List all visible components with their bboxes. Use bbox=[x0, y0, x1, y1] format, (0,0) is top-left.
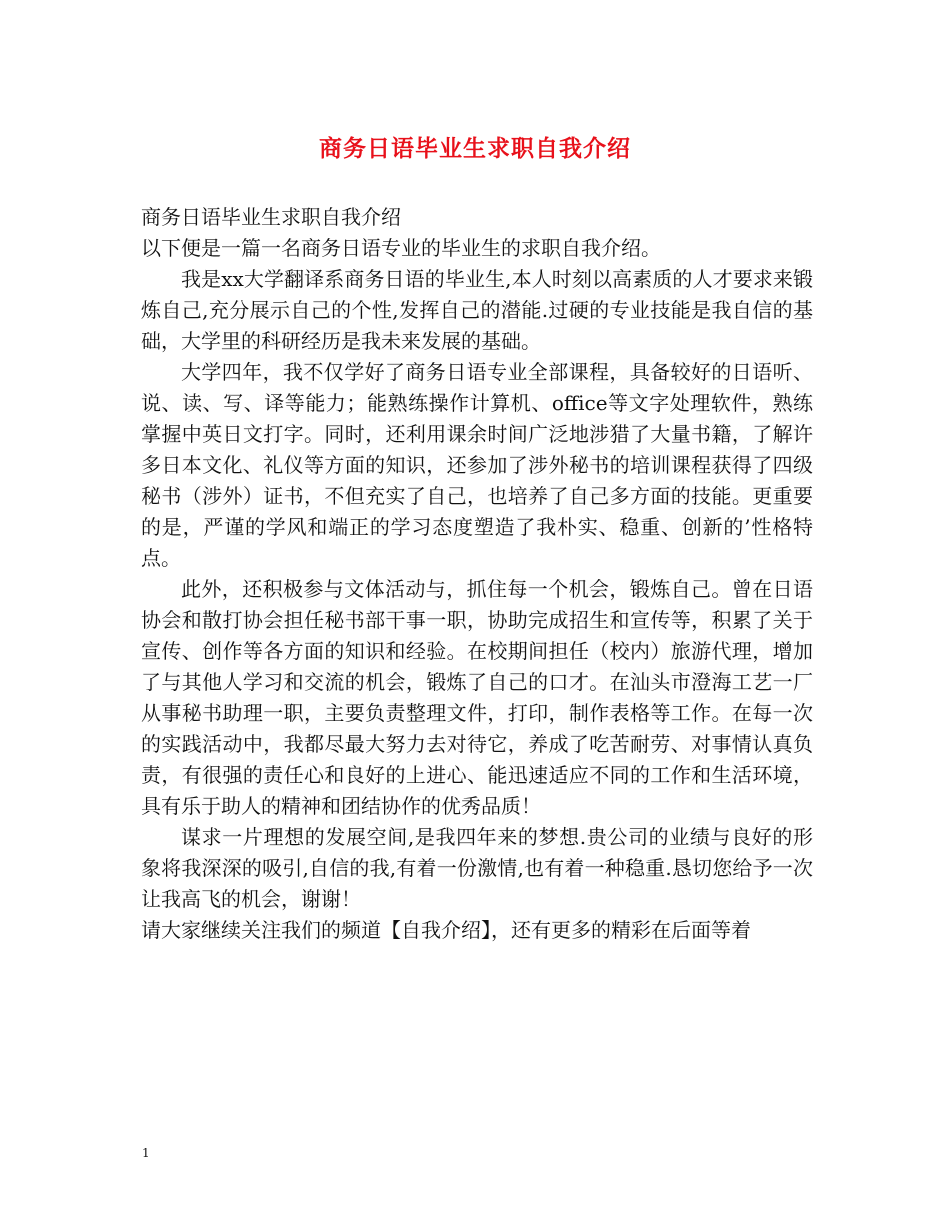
intro-line: 以下便是一篇一名商务日语专业的毕业生的求职自我介绍。 bbox=[141, 236, 661, 260]
page-number: 1 bbox=[142, 1146, 150, 1160]
paragraph-aspiration: 谋求一片理想的发展空间,是我四年来的梦想.贵公司的业绩与良好的形象将我深深的吸引,自信的我,有着一份激情,也有着一种稳重.恳切您给予一次让我高飞的机会，谢谢！ bbox=[141, 825, 813, 911]
paragraph-university-years: 大学四年，我不仅学好了商务日语专业全部课程，具备较好的日语听、说、读、写、译等能力；能熟练操作计算机、office等文字处理软件，熟练掌握中英日文打字。同时，还利用课余时间广泛地涉猎了大量书籍，了解许多日本文化、礼仪等方面的知识，还参加了涉外秘书的培训课程获得了四级秘书（涉外）证书，不但充实了自己，也培养了自己多方面的技能。更重要的是，严谨的学风和端正的学习态度塑造了我朴实、稳重、创新的’性格特点。 bbox=[141, 360, 813, 570]
paragraph-activities: 此外，还积极参与文体活动与，抓住每一个机会，锻炼自己。曾在日语协会和散打协会担任秘书部干事一职，协助完成招生和宣传等，积累了关于宣传、创作等各方面的知识和经验。在校期间担任（校内）旅游代理，增加了与其他人学习和交流的机会，锻炼了自己的口才。在汕头市澄海工艺一厂从事秘书助理一职，主要负责整理文件，打印，制作表格等工作。在每一次的实践活动中，我都尽最大努力去对待它，养成了吃苦耐劳、对事情认真负责，有很强的责任心和良好的上进心、能迅速适应不同的工作和生活环境，具有乐于助人的精神和团结协作的优秀品质！ bbox=[141, 577, 813, 818]
paragraph-intro-self: 我是xx大学翻译系商务日语的毕业生,本人时刻以高素质的人才要求来锻炼自己,充分展示自己的个性,发挥自己的潜能.过硬的专业技能是我自信的基础，大学里的科研经历是我未来发展的基础。 bbox=[141, 267, 813, 353]
document-body bbox=[141, 202, 813, 946]
subtitle-line: 商务日语毕业生求职自我介绍 bbox=[141, 205, 401, 229]
closing-line: 请大家继续关注我们的频道【自我介绍】，还有更多的精彩在后面等着 bbox=[141, 918, 751, 942]
page-title: 商务日语毕业生求职自我介绍 bbox=[319, 136, 631, 162]
